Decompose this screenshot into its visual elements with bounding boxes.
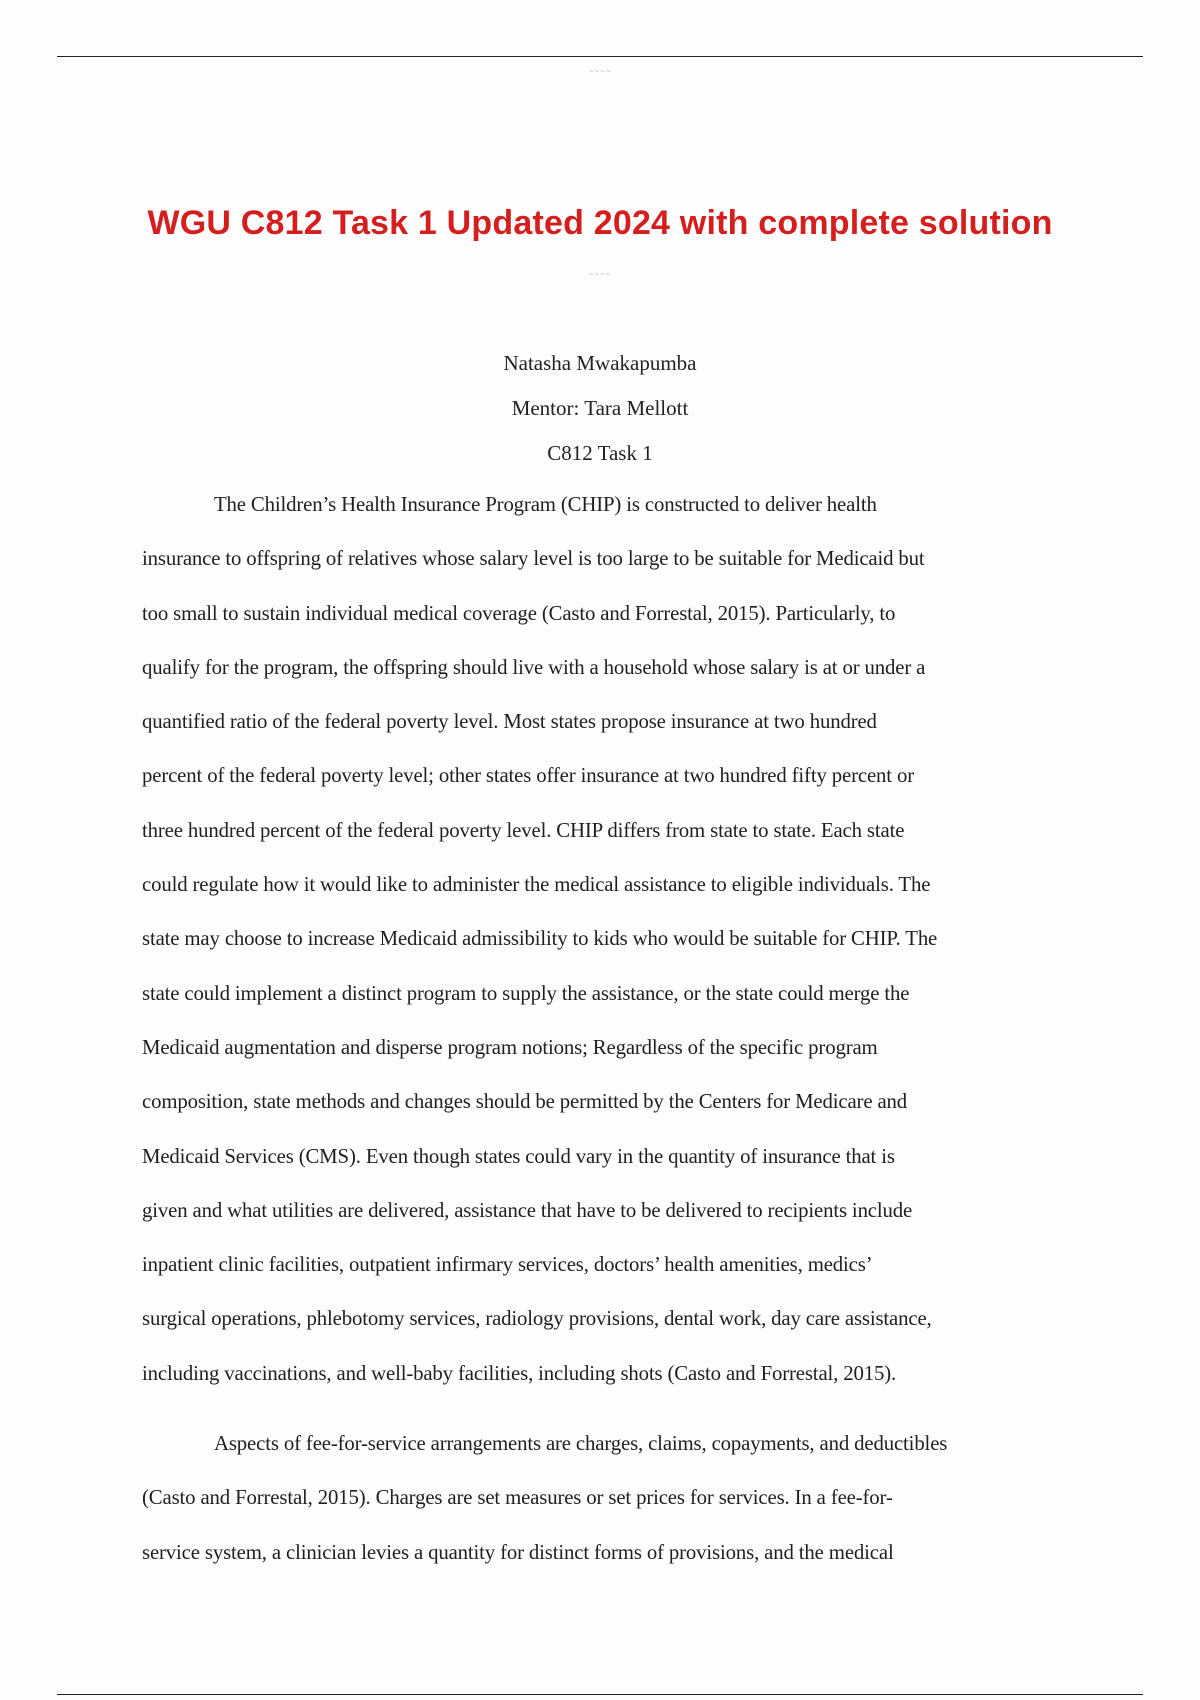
- paragraph-line: Aspects of fee-for-service arrangements are charges, claims, copayments, and deductibles: [214, 1432, 948, 1455]
- paragraph-2: [142, 1417, 1058, 1580]
- paragraph-line: state could implement a distinct program to supply the assistance, or the state could merge the: [142, 981, 910, 1005]
- course-task: C812 Task 1: [547, 441, 653, 465]
- paragraph-line: (Casto and Forrestal, 2015). Charges are set measures or set prices for services. In a fee-for-: [142, 1486, 893, 1510]
- paragraph-line: Medicaid Services (CMS). Even though states could vary in the quantity of insurance that is: [142, 1144, 895, 1168]
- paragraph-line: percent of the federal poverty level; other states offer insurance at two hundred fifty percent or: [142, 764, 914, 788]
- author-name: Natasha Mwakapumba: [503, 351, 697, 375]
- paragraph-line: could regulate how it would like to administer the medical assistance to eligible individuals. The: [142, 873, 931, 897]
- title-block: [0, 348, 1200, 483]
- paragraph-line: service system, a clinician levies a quantity for distinct forms of provisions, and the medical: [142, 1540, 894, 1564]
- paragraph-line: The Children’s Health Insurance Program (CHIP) is constructed to deliver health: [214, 493, 877, 516]
- paragraph-line: composition, state methods and changes should be permitted by the Centers for Medicare and: [142, 1090, 908, 1114]
- paragraph-line: qualify for the program, the offspring should live with a household whose salary is at or under a: [142, 655, 926, 679]
- paragraph-line: insurance to offspring of relatives whose salary level is too large to be suitable for Medicaid but: [142, 547, 925, 571]
- paragraph-line: inpatient clinic facilities, outpatient infirmary services, doctors’ health amenities, medics’: [142, 1253, 873, 1277]
- paragraph-line: three hundred percent of the federal poverty level. CHIP differs from state to state. Each state: [142, 818, 905, 842]
- paragraph-line: too small to sustain individual medical coverage (Casto and Forrestal, 2015). Particularly, to: [142, 601, 896, 625]
- paragraph-line: quantified ratio of the federal poverty level. Most states propose insurance at two hundred: [142, 710, 877, 734]
- title-mark: ~~~~: [588, 270, 612, 279]
- paragraph-line: state may choose to increase Medicaid admissibility to kids who would be suitable for CHIP. The: [142, 927, 938, 951]
- paragraph-line: including vaccinations, and well-baby facilities, including shots (Casto and Forrestal, 2015).: [142, 1361, 897, 1385]
- bottom-rule: [57, 1694, 1143, 1695]
- paragraph-line: given and what utilities are delivered, assistance that have to be delivered to recipients include: [142, 1198, 913, 1222]
- document-title: WGU C812 Task 1 Updated 2024 with complete solution: [147, 204, 1053, 242]
- header-mark: ~~~~: [588, 67, 612, 76]
- paragraph-1: [142, 478, 1058, 1401]
- paragraph-line: Medicaid augmentation and disperse program notions; Regardless of the specific program: [142, 1035, 878, 1059]
- top-rule: [57, 56, 1143, 57]
- mentor-name: Mentor: Tara Mellott: [511, 396, 689, 420]
- paragraph-line: surgical operations, phlebotomy services, radiology provisions, dental work, day care assistance,: [142, 1307, 932, 1331]
